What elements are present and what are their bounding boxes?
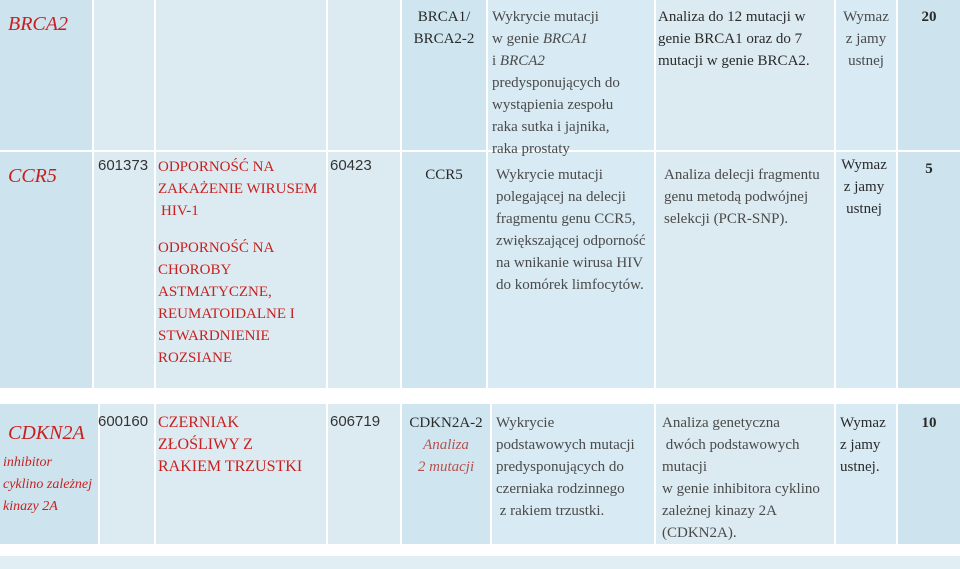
row2-days-cell [898, 152, 960, 388]
row3-gene-sub-line: kinazy 2A [3, 499, 58, 514]
row3-analysis-line: mutacji [662, 459, 707, 475]
row2-sample [834, 154, 894, 220]
row3-analysis-line: dwóch podstawowych [662, 437, 800, 453]
row1-analysis [658, 6, 810, 72]
row2-disease-line: ZAKAŻENIE WIRUSEM [158, 181, 318, 197]
row2-desc-line: Wykrycie mutacji [496, 167, 603, 183]
row1-gene-omim-cell [328, 0, 400, 150]
row2-gene-name: CCR5 [8, 165, 57, 187]
row1-symbol-line2: BRCA2-2 [413, 31, 475, 47]
row1-sample [836, 6, 896, 72]
row3-days: 10 [921, 415, 937, 431]
row2-disease-spacer [158, 222, 317, 237]
row1-desc-line: predysponujących do [492, 75, 620, 91]
row2-disease-line: ROZSIANE [158, 350, 233, 366]
row3-gene-name: CDKN2A [8, 422, 85, 444]
row3-sample-line: Wymaz [840, 415, 886, 431]
row3-disease-line: RAKIEM TRZUSTKI [158, 458, 303, 475]
row3-disease-line: CZERNIAK [158, 414, 239, 431]
row2-symbol-cell [402, 152, 486, 388]
row2-description [496, 164, 646, 296]
row2-disease-line: ODPORNOŚĆ NA [158, 240, 275, 256]
row3-disease [158, 412, 302, 478]
row1-gene-name: BRCA2 [8, 13, 68, 35]
row3-analysis-line: Analiza genetyczna [662, 415, 780, 431]
row3-symbol-sub: Analiza [423, 437, 469, 453]
row3-gene-sub-line: inhibitor [3, 455, 53, 470]
row3-desc-line: Wykrycie [496, 415, 555, 431]
row2-sample-line: ustnej [846, 201, 882, 217]
row3-analysis [662, 412, 820, 544]
row2-disease-line: CHOROBY [158, 262, 232, 278]
row1-desc-line: raka sutka i jajnika, [492, 119, 610, 135]
row3-omim: 600160 [98, 413, 149, 430]
row1-analysis-line: mutacji w genie BRCA2. [658, 53, 810, 69]
row3-gene-omim: 606719 [330, 413, 381, 430]
row2-gene-omim: 60423 [330, 157, 372, 174]
row1-symbol-line1: BRCA1/ [417, 9, 471, 25]
row2-analysis-line: genu metodą podwójnej [664, 189, 809, 205]
row1-desc-line: Wykrycie mutacji [492, 9, 599, 25]
row2-analysis-line: Analiza delecji fragmentu [664, 167, 820, 183]
row2-desc-line: na wnikanie wirusa HIV [496, 255, 644, 271]
row2-desc-line: polegającej na delecji [496, 189, 626, 205]
row1-desc-line: wystąpienia zespołu [492, 97, 614, 113]
row3-description [496, 412, 635, 522]
row2-omim-cell [94, 152, 154, 388]
row2-disease [158, 156, 317, 369]
row2-sample-line: Wymaz [841, 157, 887, 173]
row2-disease-line: STWARDNIENIE [158, 328, 270, 344]
row2-omim: 601373 [98, 157, 149, 174]
row1-sample-line: z jamy [845, 31, 887, 47]
row1-sample-line: ustnej [848, 53, 884, 69]
row1-desc-line: w genie BRCA1 [492, 31, 588, 47]
row2-desc-line: zwiększającej odporność [496, 233, 646, 249]
row3-symbol-main: CDKN2A-2 [409, 415, 483, 431]
row3-desc-line: czerniaka rodzinnego [496, 481, 625, 497]
row1-desc-line: i BRCA2 [492, 53, 545, 69]
row1-disease-cell [156, 0, 326, 150]
row3-sample-line: ustnej. [840, 459, 880, 475]
row3-analysis-line: w genie inhibitora cyklino [662, 481, 820, 497]
row2-disease-line: ASTMATYCZNE, [158, 284, 272, 300]
row2-desc-line: fragmentu genu CCR5, [496, 211, 636, 227]
row1-days: 20 [921, 9, 937, 25]
row3-desc-line: z rakiem trzustki. [496, 503, 605, 519]
row2-analysis-line: selekcji (PCR-SNP). [664, 211, 789, 227]
row1-gene-symbol [404, 6, 484, 50]
row3-sample [840, 412, 886, 478]
row2-symbol: CCR5 [425, 167, 463, 183]
row2-analysis [664, 164, 820, 230]
row1-desc-line: raka prostaty [492, 141, 570, 157]
row3-disease-line: ZŁOŚLIWY Z [158, 436, 253, 453]
row3-sample-line: z jamy [840, 437, 881, 453]
row2-disease-line: ODPORNOŚĆ NA [158, 159, 275, 175]
next-row-strip [0, 556, 960, 569]
row3-analysis-line: (CDKN2A). [662, 525, 737, 541]
row1-description [492, 6, 620, 160]
row3-analysis-line: zależnej kinazy 2A [662, 503, 777, 519]
row3-gene-subtitle [3, 452, 92, 518]
row3-desc-line: podstawowych mutacji [496, 437, 635, 453]
row1-omim-cell [94, 0, 154, 150]
row3-symbol [402, 412, 490, 478]
row3-desc-line: predysponujących do [496, 459, 624, 475]
row1-analysis-line: genie BRCA1 oraz do 7 [658, 31, 803, 47]
row1-analysis-line: Analiza do 12 mutacji w [658, 9, 806, 25]
row2-disease-line: REUMATOIDALNE I [158, 306, 295, 322]
row2-sample-line: z jamy [843, 179, 885, 195]
row3-gene-sub-line: cyklino zależnej [3, 477, 93, 492]
row2-disease-line: HIV-1 [161, 203, 199, 219]
row3-symbol-sub: 2 mutacji [417, 459, 475, 475]
row2-gene-omim-cell [328, 152, 400, 388]
row2-days: 5 [925, 161, 933, 177]
row2-desc-line: do komórek limfocytów. [496, 277, 644, 293]
row1-sample-line: Wymaz [843, 9, 889, 25]
